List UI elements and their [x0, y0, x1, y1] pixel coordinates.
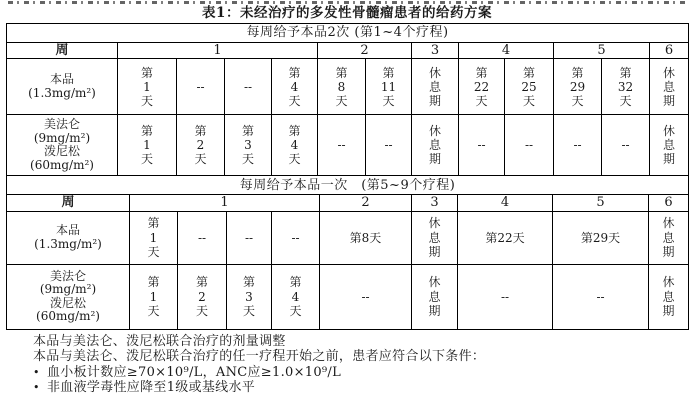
dose-cell: 第 4 天 — [272, 264, 320, 329]
dosing-table-cycles-1-4 — [6, 23, 689, 176]
bullet-item-platelet-anc — [33, 365, 688, 381]
dose-cell: -- — [553, 264, 649, 329]
week-5-header: 5 — [553, 195, 649, 211]
rest-cell: 休 息 期 — [650, 59, 689, 115]
week-2-header: 2 — [320, 195, 412, 211]
table-row-bortezomib — [7, 211, 689, 264]
dose-cell: 第 4 天 — [272, 115, 318, 176]
dose-cell: -- — [505, 115, 554, 176]
rest-cell: 休 息 期 — [412, 264, 458, 329]
dose-cell: -- — [366, 115, 412, 176]
drug-label-bortezomib: 本品 (1.3mg/m²) — [7, 59, 118, 115]
week-header-label: 周 — [7, 43, 118, 59]
clipped-text-line — [8, 1, 686, 4]
rest-cell: 休 息 期 — [649, 264, 689, 329]
bullet-item-nonhematologic-toxicity — [33, 380, 688, 396]
rest-cell: 休 息 期 — [412, 59, 459, 115]
dose-cell: -- — [554, 115, 602, 176]
dose-cell: 第 32 天 — [602, 59, 650, 115]
drug-label-bortezomib: 本品 (1.3mg/m²) — [7, 211, 130, 264]
bullet-text: 非血液学毒性应降至1级或基线水平 — [47, 380, 256, 396]
dose-cell: -- — [320, 264, 412, 329]
rest-cell: 休 息 期 — [412, 211, 458, 264]
dose-cell: 第 3 天 — [225, 115, 272, 176]
document-page — [0, 1, 694, 396]
week-4-header: 4 — [458, 195, 553, 211]
week-3-header: 3 — [412, 43, 459, 59]
table-row-bortezomib — [7, 59, 689, 115]
section2-banner: 每周给予本品一次 (第5~9个疗程) — [7, 176, 689, 195]
dose-cell: 第 3 天 — [227, 264, 272, 329]
week-2-header: 2 — [318, 43, 412, 59]
dose-cell: 第 1 天 — [118, 115, 177, 176]
dose-cell: -- — [459, 115, 505, 176]
dose-cell: 第 25 天 — [505, 59, 554, 115]
dosing-table-cycles-5-9 — [6, 175, 689, 329]
bullet-icon: • — [33, 365, 40, 379]
week-6-header: 6 — [650, 43, 689, 59]
week-1-header: 1 — [118, 43, 318, 59]
dose-cell: 第 2 天 — [177, 115, 225, 176]
bullet-text: 血小板计数应≥70×10⁹/L，ANC应≥1.0×10⁹/L — [47, 364, 342, 380]
drug-label-melphalan-prednisone: 美法仑 (9mg/m²) 泼尼松 (60mg/m²) — [7, 115, 118, 176]
dose-cell: 第 1 天 — [130, 264, 178, 329]
dose-cell: -- — [225, 59, 272, 115]
dose-cell: 第 22 天 — [459, 59, 505, 115]
note-dose-adjustment-heading: 本品与美法仑、泼尼松联合治疗的剂量调整 — [33, 333, 286, 349]
dose-cell: 第22天 — [458, 211, 553, 264]
dose-cell: -- — [178, 211, 227, 264]
dose-cell: 第 1 天 — [118, 59, 177, 115]
table-row-melphalan-prednisone — [7, 115, 689, 176]
rest-cell: 休 息 期 — [650, 115, 689, 176]
dose-cell: 第 11 天 — [366, 59, 412, 115]
dose-cell: 第29天 — [553, 211, 649, 264]
week-header-label: 周 — [7, 195, 130, 211]
note-conditions-intro: 本品与美法仑、泼尼松联合治疗的任一疗程开始之前，患者应符合以下条件： — [33, 349, 486, 365]
section1-banner: 每周给予本品2次 (第1~4个疗程) — [7, 24, 689, 43]
week-3-header: 3 — [412, 195, 458, 211]
rest-cell: 休 息 期 — [649, 211, 689, 264]
week-1-header: 1 — [130, 195, 320, 211]
dose-cell: -- — [458, 264, 553, 329]
dose-cell: -- — [272, 211, 320, 264]
dose-cell: 第 2 天 — [178, 264, 227, 329]
week-6-header: 6 — [649, 195, 689, 211]
week-4-header: 4 — [459, 43, 554, 59]
week-5-header: 5 — [554, 43, 650, 59]
dose-cell: 第 4 天 — [272, 59, 318, 115]
footnotes — [33, 334, 688, 396]
table-row-melphalan-prednisone — [7, 264, 689, 329]
rest-cell: 休 息 期 — [412, 115, 459, 176]
dose-cell: 第8天 — [320, 211, 412, 264]
dose-cell: 第 8 天 — [318, 59, 366, 115]
bullet-icon: • — [33, 381, 40, 395]
dose-cell: -- — [227, 211, 272, 264]
dose-cell: -- — [318, 115, 366, 176]
dose-cell: -- — [177, 59, 225, 115]
dose-cell: 第 29 天 — [554, 59, 602, 115]
dose-cell: 第 1 天 — [130, 211, 178, 264]
drug-label-melphalan-prednisone: 美法仑 (9mg/m²) 泼尼松 (60mg/m²) — [7, 264, 130, 329]
dose-cell: -- — [602, 115, 650, 176]
table-title: 表1：未经治疗的多发性骨髓瘤患者的给药方案 — [202, 5, 492, 21]
